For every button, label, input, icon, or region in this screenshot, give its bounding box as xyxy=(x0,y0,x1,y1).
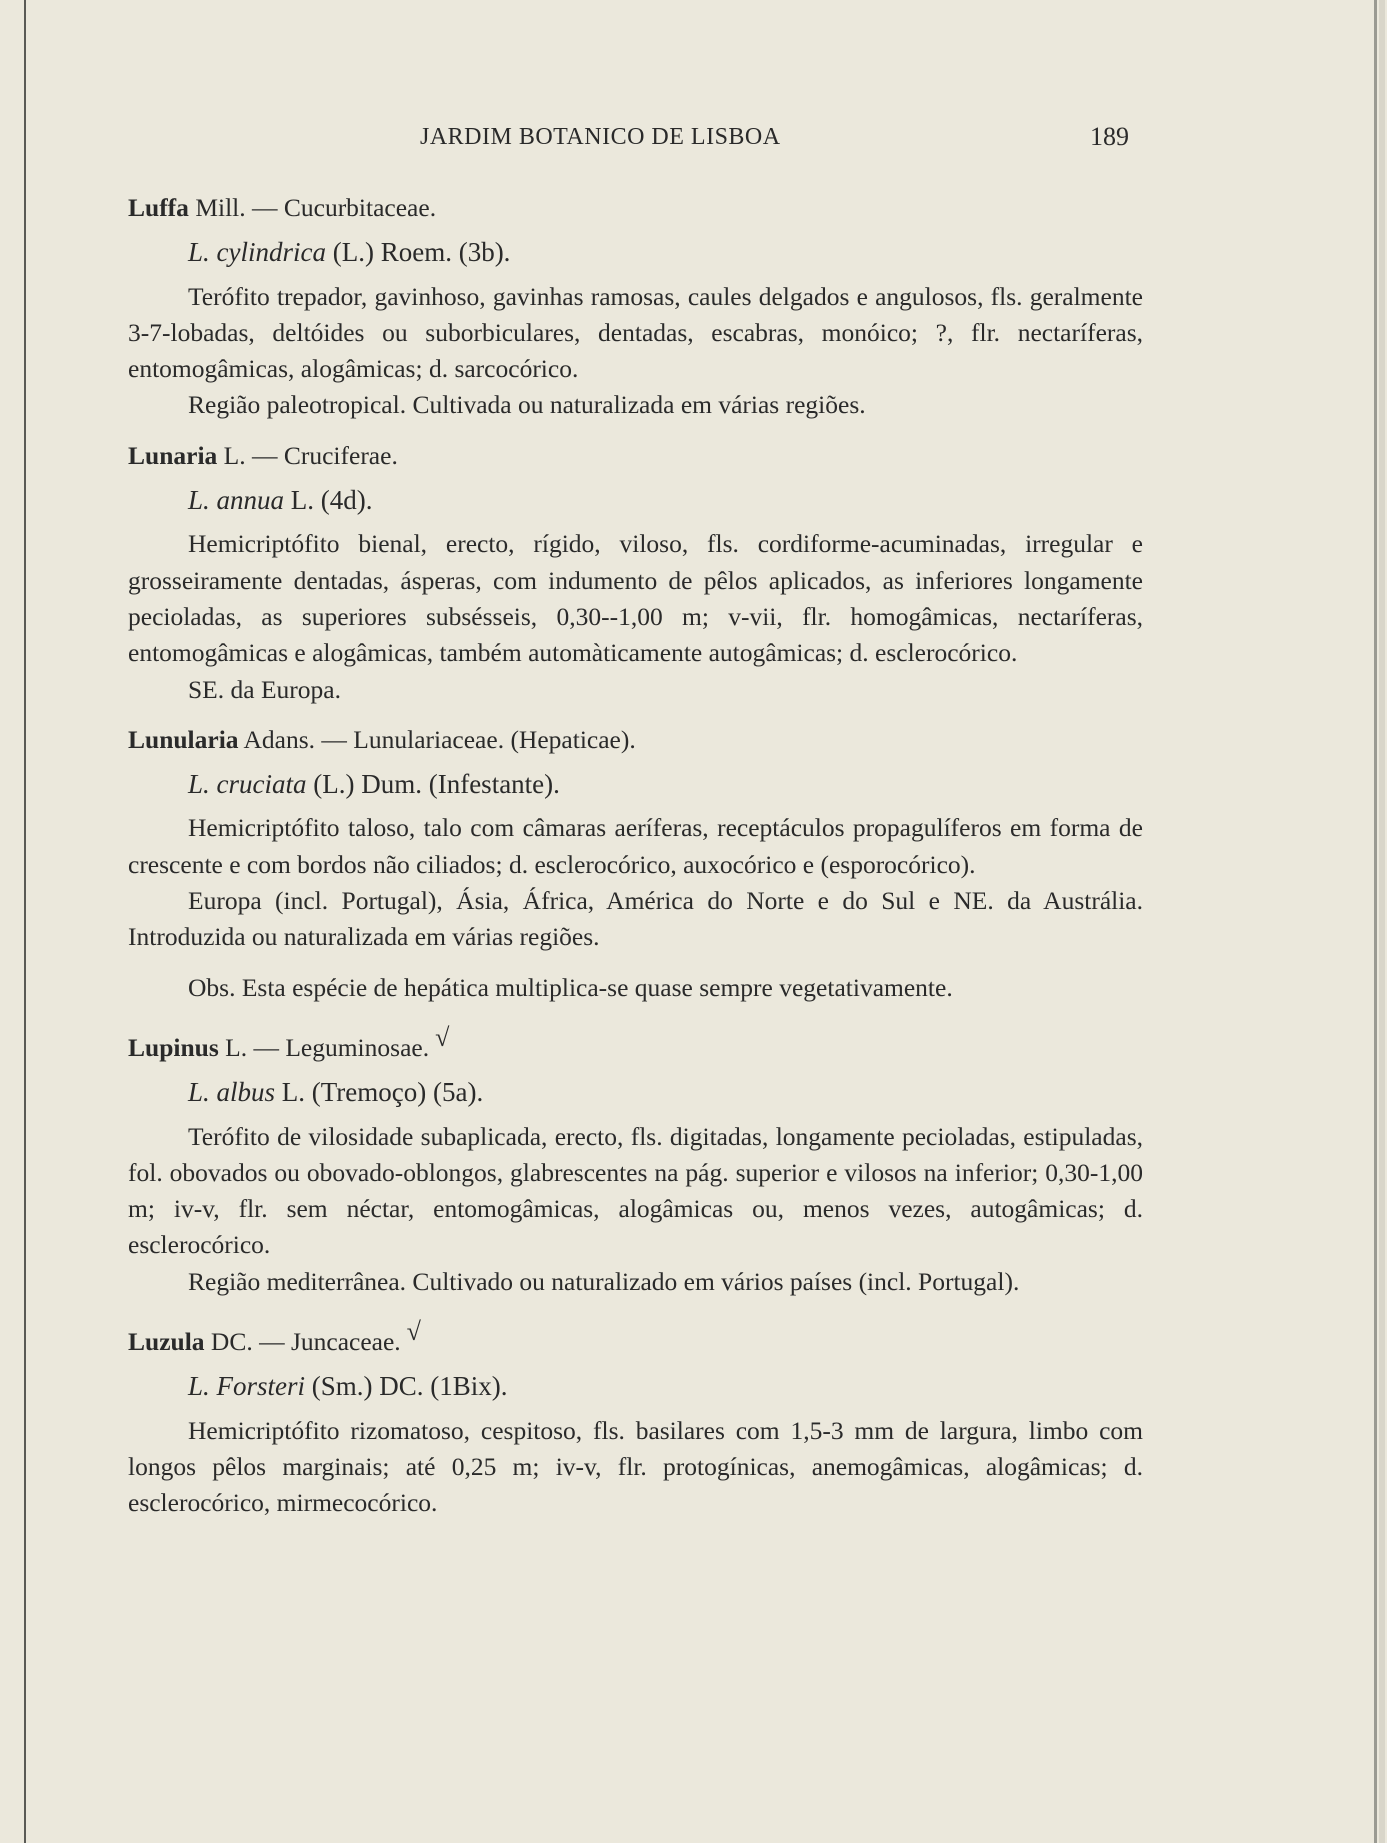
genus-heading xyxy=(128,438,1143,474)
species-authority: (Sm.) DC. (1Bix). xyxy=(305,1371,508,1402)
species-name: L. annua xyxy=(188,485,285,516)
species-name: L. cruciata xyxy=(188,769,307,800)
entry-lunaria xyxy=(128,438,1143,708)
genus-authority-family: L. — Leguminosae. xyxy=(218,1032,430,1062)
observation-note: Obs. Esta espécie de hepática multiplica-se quase sempre vegetativamente. xyxy=(188,972,953,1002)
entry-spacer xyxy=(128,424,1143,438)
page-edge-left xyxy=(24,0,26,1843)
species-description: Terófito trepador, gavinhoso, gavinhas ramosas, caules delgados e angulosos, fls. geralmente 3-7-lobadas, deltóides ou suborbiculares, dentadas, escabras, monóico; ?, flr. nectaríferas, entomogâmicas, alogâmicas; d. sarcocórico. xyxy=(128,281,1143,384)
species-name: L. albus xyxy=(188,1077,276,1108)
species-name: L. cylindrica xyxy=(188,237,326,268)
genus-name: Lunaria xyxy=(128,440,218,470)
handwritten-checkmark: √ xyxy=(435,1022,450,1052)
genus-heading xyxy=(128,190,1143,226)
genus-heading xyxy=(128,1020,1143,1066)
text-block xyxy=(128,190,1143,1522)
entry-luzula xyxy=(128,1314,1143,1521)
species-heading xyxy=(188,234,1143,270)
genus-authority-family: DC. — Juncaceae. xyxy=(204,1327,401,1357)
species-distribution: Região paleotropical. Cultivada ou naturalizada em várias regiões. xyxy=(188,390,866,420)
species-name: L. Forsteri xyxy=(188,1371,306,1402)
species-authority: L. (4d). xyxy=(284,485,373,516)
entry-spacer xyxy=(128,1300,1143,1314)
running-head-title: JARDIM BOTANICO DE LISBOA xyxy=(420,124,781,150)
species-distribution: Europa (incl. Portugal), Ásia, África, América do Norte e do Sul e NE. da Austrália. Introduzida ou naturalizada em várias regiões. xyxy=(128,886,1143,952)
genus-name: Lupinus xyxy=(128,1032,219,1062)
genus-authority-family: Mill. — Cucurbitaceae. xyxy=(188,193,437,222)
handwritten-checkmark: √ xyxy=(406,1317,421,1347)
species-heading xyxy=(188,766,1143,802)
species-distribution: SE. da Europa. xyxy=(188,674,341,704)
species-description: Hemicriptófito taloso, talo com câmaras aeríferas, receptáculos propagulíferos em forma de crescente e com bordos não ciliados; d. esclerocórico, auxocórico e (esporocórico). xyxy=(128,813,1143,879)
entry-lupinus xyxy=(128,1020,1143,1300)
species-heading xyxy=(188,1074,1143,1110)
species-authority: (L.) Dum. (Infestante). xyxy=(306,769,560,800)
species-heading xyxy=(188,482,1143,518)
entry-luffa xyxy=(128,190,1143,424)
species-heading xyxy=(188,1368,1143,1404)
genus-heading xyxy=(128,722,1143,758)
species-description: Hemicriptófito rizomatoso, cespitoso, fls. basilares com 1,5-3 mm de largura, limbo com longos pêlos marginais; até 0,25 m; iv-v, flr. protogínicas, anemogâmicas, alogâmicas; d. esclerocórico, mirmecocórico. xyxy=(128,1415,1143,1518)
entry-spacer xyxy=(128,1006,1143,1020)
species-description: Terófito de vilosidade subaplicada, erecto, fls. digitadas, longamente pecioladas, estipuladas, fol. obovados ou obovado-oblongos, glabrescentes na pág. superior e vilosos na inferior; 0,30-1,00 m; iv-v, flr. sem néctar, entomogâmicas, alogâmicas ou, menos vezes, autogâmicas; d. esclerocórico. xyxy=(128,1121,1143,1260)
genus-name: Luzula xyxy=(128,1327,205,1357)
page-number: 189 xyxy=(1090,122,1129,151)
genus-name: Lunularia xyxy=(128,724,239,754)
genus-authority-family: L. — Cruciferae. xyxy=(217,440,398,470)
entry-spacer xyxy=(128,708,1143,722)
genus-name: Luffa xyxy=(128,193,189,222)
genus-heading xyxy=(128,1314,1143,1360)
page-edge-right-margin xyxy=(1379,0,1385,1843)
species-authority: (L.) Roem. (3b). xyxy=(325,237,511,268)
running-head xyxy=(0,118,1387,158)
species-authority: L. (Tremoço) (5a). xyxy=(275,1077,484,1108)
page-edge-right xyxy=(1374,0,1377,1843)
genus-authority-family: Adans. — Lunulariaceae. (Hepaticae). xyxy=(238,724,636,754)
entry-lunularia xyxy=(128,722,1143,1006)
species-description: Hemicriptófito bienal, erecto, rígido, viloso, fls. cordiforme-acuminadas, irregular e grosseiramente dentadas, ásperas, com indumento de pêlos aplicados, as inferiores longamente pecioladas, as superiores subsésseis, 0,30--1,00 m; v-vii, flr. homogâmicas, nectaríferas, entomogâmicas e alogâmicas, também automàticamente autogâmicas; d. esclerocórico. xyxy=(128,529,1143,668)
species-distribution: Região mediterrânea. Cultivado ou naturalizado em vários países (incl. Portugal). xyxy=(188,1266,1020,1296)
